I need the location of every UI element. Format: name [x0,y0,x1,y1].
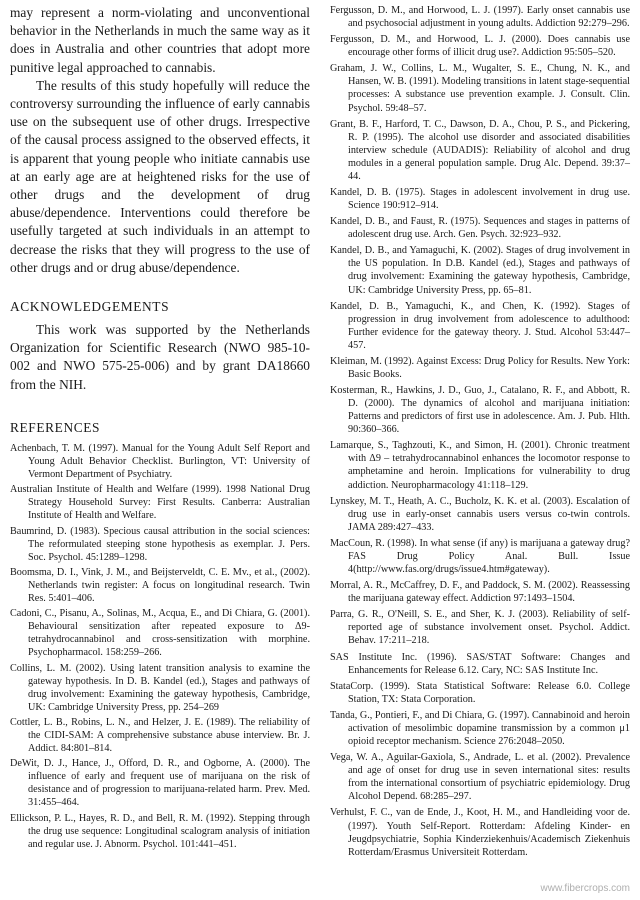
reference-item: Graham, J. W., Collins, L. M., Wugalter, S. E., Chung, N. K., and Hansen, W. B. (1991). Modeling transitions in latent stage-sequential processes: A substance use prevention example. J. Consult. Clin. Psychol. 59:48–57. [330,63,630,114]
reference-item: Kandel, D. B. (1975). Stages in adolescent involvement in drug use. Science 190:912–914. [330,186,630,212]
right-column [330,4,630,862]
reference-item: Collins, L. M. (2002). Using latent transition analysis to examine the gateway hypothesis. In D. B. Kandel (ed.), Stages and pathways of drug involvement: Examining the gateway hypothesis, Cambridge, UK: Cambridge University Press, pp. 254–269 [10,662,310,713]
reference-item: Cottler, L. B., Robins, L. N., and Helzer, J. E. (1989). The reliability of the CIDI-SAM: A comprehensive substance abuse interview. Br. J. Addict. 84:801–814. [10,716,310,755]
reference-item: Lynskey, M. T., Heath, A. C., Bucholz, K. K. et al. (2003). Escalation of drug use in early-onset cannabis users versus co-twin controls. JAMA 289:427–433. [330,495,630,533]
reference-item: Baumrind, D. (1983). Specious causal attribution in the social sciences: The reformulated steeping stone hypothesis as exemplar. J. Pers. Soc. Psychol. 45:1289–1298. [10,525,310,563]
reference-item: StataCorp. (1999). Stata Statistical Software: Release 6.0. College Station, TX: Stata Corporation. [330,680,630,705]
reference-item: Morral, A. R., McCaffrey, D. F., and Paddock, S. M. (2002). Reassessing the marijuana gateway effect. Addiction 97:1493–1504. [330,580,630,605]
reference-item: Achenbach, T. M. (1997). Manual for the Young Adult Self Report and Young Adult Behavior Checklist. Burlington, VT: University of Vermont Department of Psychiatry. [10,442,310,480]
reference-item: Kleiman, M. (1992). Against Excess: Drug Policy for Results. New York: Basic Books. [330,355,630,380]
left-column [10,4,310,853]
reference-item: SAS Institute Inc. (1996). SAS/STAT Software: Changes and Enhancements for Release 6.12. Cary, NC: SAS Institute Inc. [330,651,630,676]
reference-item: Parra, G. R., O'Neill, S. E., and Sher, K. J. (2003). Reliability of self-reported age of substance involvement onset. Psychol. Addict. Behav. 17:211–218. [330,609,630,647]
reference-item: Lamarque, S., Taghzouti, K., and Simon, H. (2001). Chronic treatment with Δ9 – tetrahydrocannabinol enhances the locomotor response to amphetamine and heroin. Implications for vulnerability to drug addiction. Neuropharmacology 41:118–129. [330,440,630,491]
reference-item: Tanda, G., Pontieri, F., and Di Chiara, G. (1997). Cannabinoid and heroin activation of mesolimbic dopamine transmission by a common μ1 opioid receptor mechanism. Science 276:2048–2050. [330,709,630,748]
body-paragraph: The results of this study hopefully will reduce the controversy surrounding the influence of early cannabis use on the subsequent use of other drugs. Irrespective of the causal process assigned to the observed effects, it is apparent that young people who initiate cannabis use at an early age are at heightened risks for the use of other drugs and the development of drug abuse/dependence. Interventions could therefore be usefully targeted at such individuals in an attempt to decrease the risks that they will progress to the use of other drugs and or drug abuse/dependence. [10,77,310,275]
reference-item: Cadoni, C., Pisanu, A., Solinas, M., Acqua, E., and Di Chiara, G. (2001). Behavioural sensitization after repeated exposure to Δ9-tetrahydrocannabinol and cross-sensitization with morphine. Psychopharmacol. 158:259–266. [10,608,310,659]
reference-item: Grant, B. F., Harford, T. C., Dawson, D. A., Chou, P. S., and Pickering, R. P. (1995). The alcohol use disorder and associated disabilities interview schedule (AUDADIS): Reliability of alcohol and drug modules in a general population sample. Drug Alc. Depend. 39:37–44. [330,118,630,182]
reference-item: Kandel, D. B., and Faust, R. (1975). Sequences and stages in patterns of adolescent drug use. Arch. Gen. Psych. 32:923–932. [330,216,630,241]
acknowledgements-text: This work was supported by the Netherlands Organization for Scientific Research (NWO 985-10-002 and NWO 575-25-006) and by grant DA18660 from the NIH. [10,322,310,392]
reference-item: Kandel, D. B., Yamaguchi, K., and Chen, K. (1992). Stages of progression in drug involvement from adolescence to adulthood: Further evidence for the gateway theory. J. Stud. Alcohol 53:447–457. [330,300,630,351]
acknowledgements-heading: ACKNOWLEDGEMENTS [10,299,170,315]
reference-item: Boomsma, D. I., Vink, J. M., and Beijsterveldt, C. E. Mv., et al., (2002). Netherlands twin register: A focus on longitudinal research. Twin Res. 5:401–406. [10,566,310,604]
references-heading: REFERENCES [10,419,101,435]
reference-item: DeWit, D. J., Hance, J., Offord, D. R., and Ogborne, A. (2000). The influence of early and frequent use of marijuana on the risk of desistance and of progression to marijuana-related harm. Prev. Med. 31:455–464. [10,758,310,809]
reference-item: Australian Institute of Health and Welfare (1999). 1998 National Drug Strategy Household Survey: First Results. Canberra: Australian Institute of Health and Welfare. [10,484,310,522]
reference-item: Kosterman, R., Hawkins, J. D., Guo, J., Catalano, R. F., and Abbott, R. D. (2000). The dynamics of alcohol and marijuana initiation: Patterns and predictors of first use in adolescence. Am. J. Pub. Hlth. 90:360–366. [330,385,630,436]
reference-item: Kandel, D. B., and Yamaguchi, K. (2002). Stages of drug involvement in the US population. In D.B. Kandel (ed.), Stages and pathways of drug involvement: Examining the gateway hypothesis, Cambridge, UK: Cambridge University Press, pp. 65–81. [330,245,630,296]
reference-item: Vega, W. A., Aguilar-Gaxiola, S., Andrade, L. et al. (2002). Prevalence and age of onset for drug use in seven international sites: results from the international consortium of psychiatric epidemiology. Drug Alcohol Depend. 68:285–297. [330,752,630,803]
site-watermark: www.fibercrops.com [540,883,630,894]
reference-item: Verhulst, F. C., van de Ende, J., Koot, H. M., and Handleiding voor de. (1997). Youth Self-Report. Rotterdam: Afdeling Kinder- en Jeugdpsychiatrie, Sophia Kinderziekenhuis/Academisch Ziekenhuis Rotterdam/Erasmus Universiteit Rotterdam. [330,807,630,858]
body-paragraph: may represent a norm-violating and unconventional behavior in the Netherlands in much the same way as it does in Australia and other countries that adopt more punitive legal approached to cannabis. [10,5,310,75]
reference-list-right [330,4,630,859]
reference-item: MacCoun, R. (1998). In what sense (if any) is marijuana a gateway drug? FAS Drug Policy Anal. Bull. Issue 4(http://www.fas.org/drugs/issue4.htm#gateway). [330,537,630,575]
reference-item: Ellickson, P. L., Hayes, R. D., and Bell, R. M. (1992). Stepping through the drug use sequence: Longitudinal scalogram analysis of initiation and regular use. J. Abnorm. Psychol. 101:441–451. [10,812,310,850]
reference-item: Fergusson, D. M., and Horwood, L. J. (1997). Early onset cannabis use and psychosocial adjustment in young adults. Addiction 92:279–296. [330,5,630,30]
reference-list-left [10,442,310,851]
reference-item: Fergusson, D. M., and Horwood, L. J. (2000). Does cannabis use encourage other forms of illicit drug use?. Addiction 95:505–520. [330,34,630,59]
